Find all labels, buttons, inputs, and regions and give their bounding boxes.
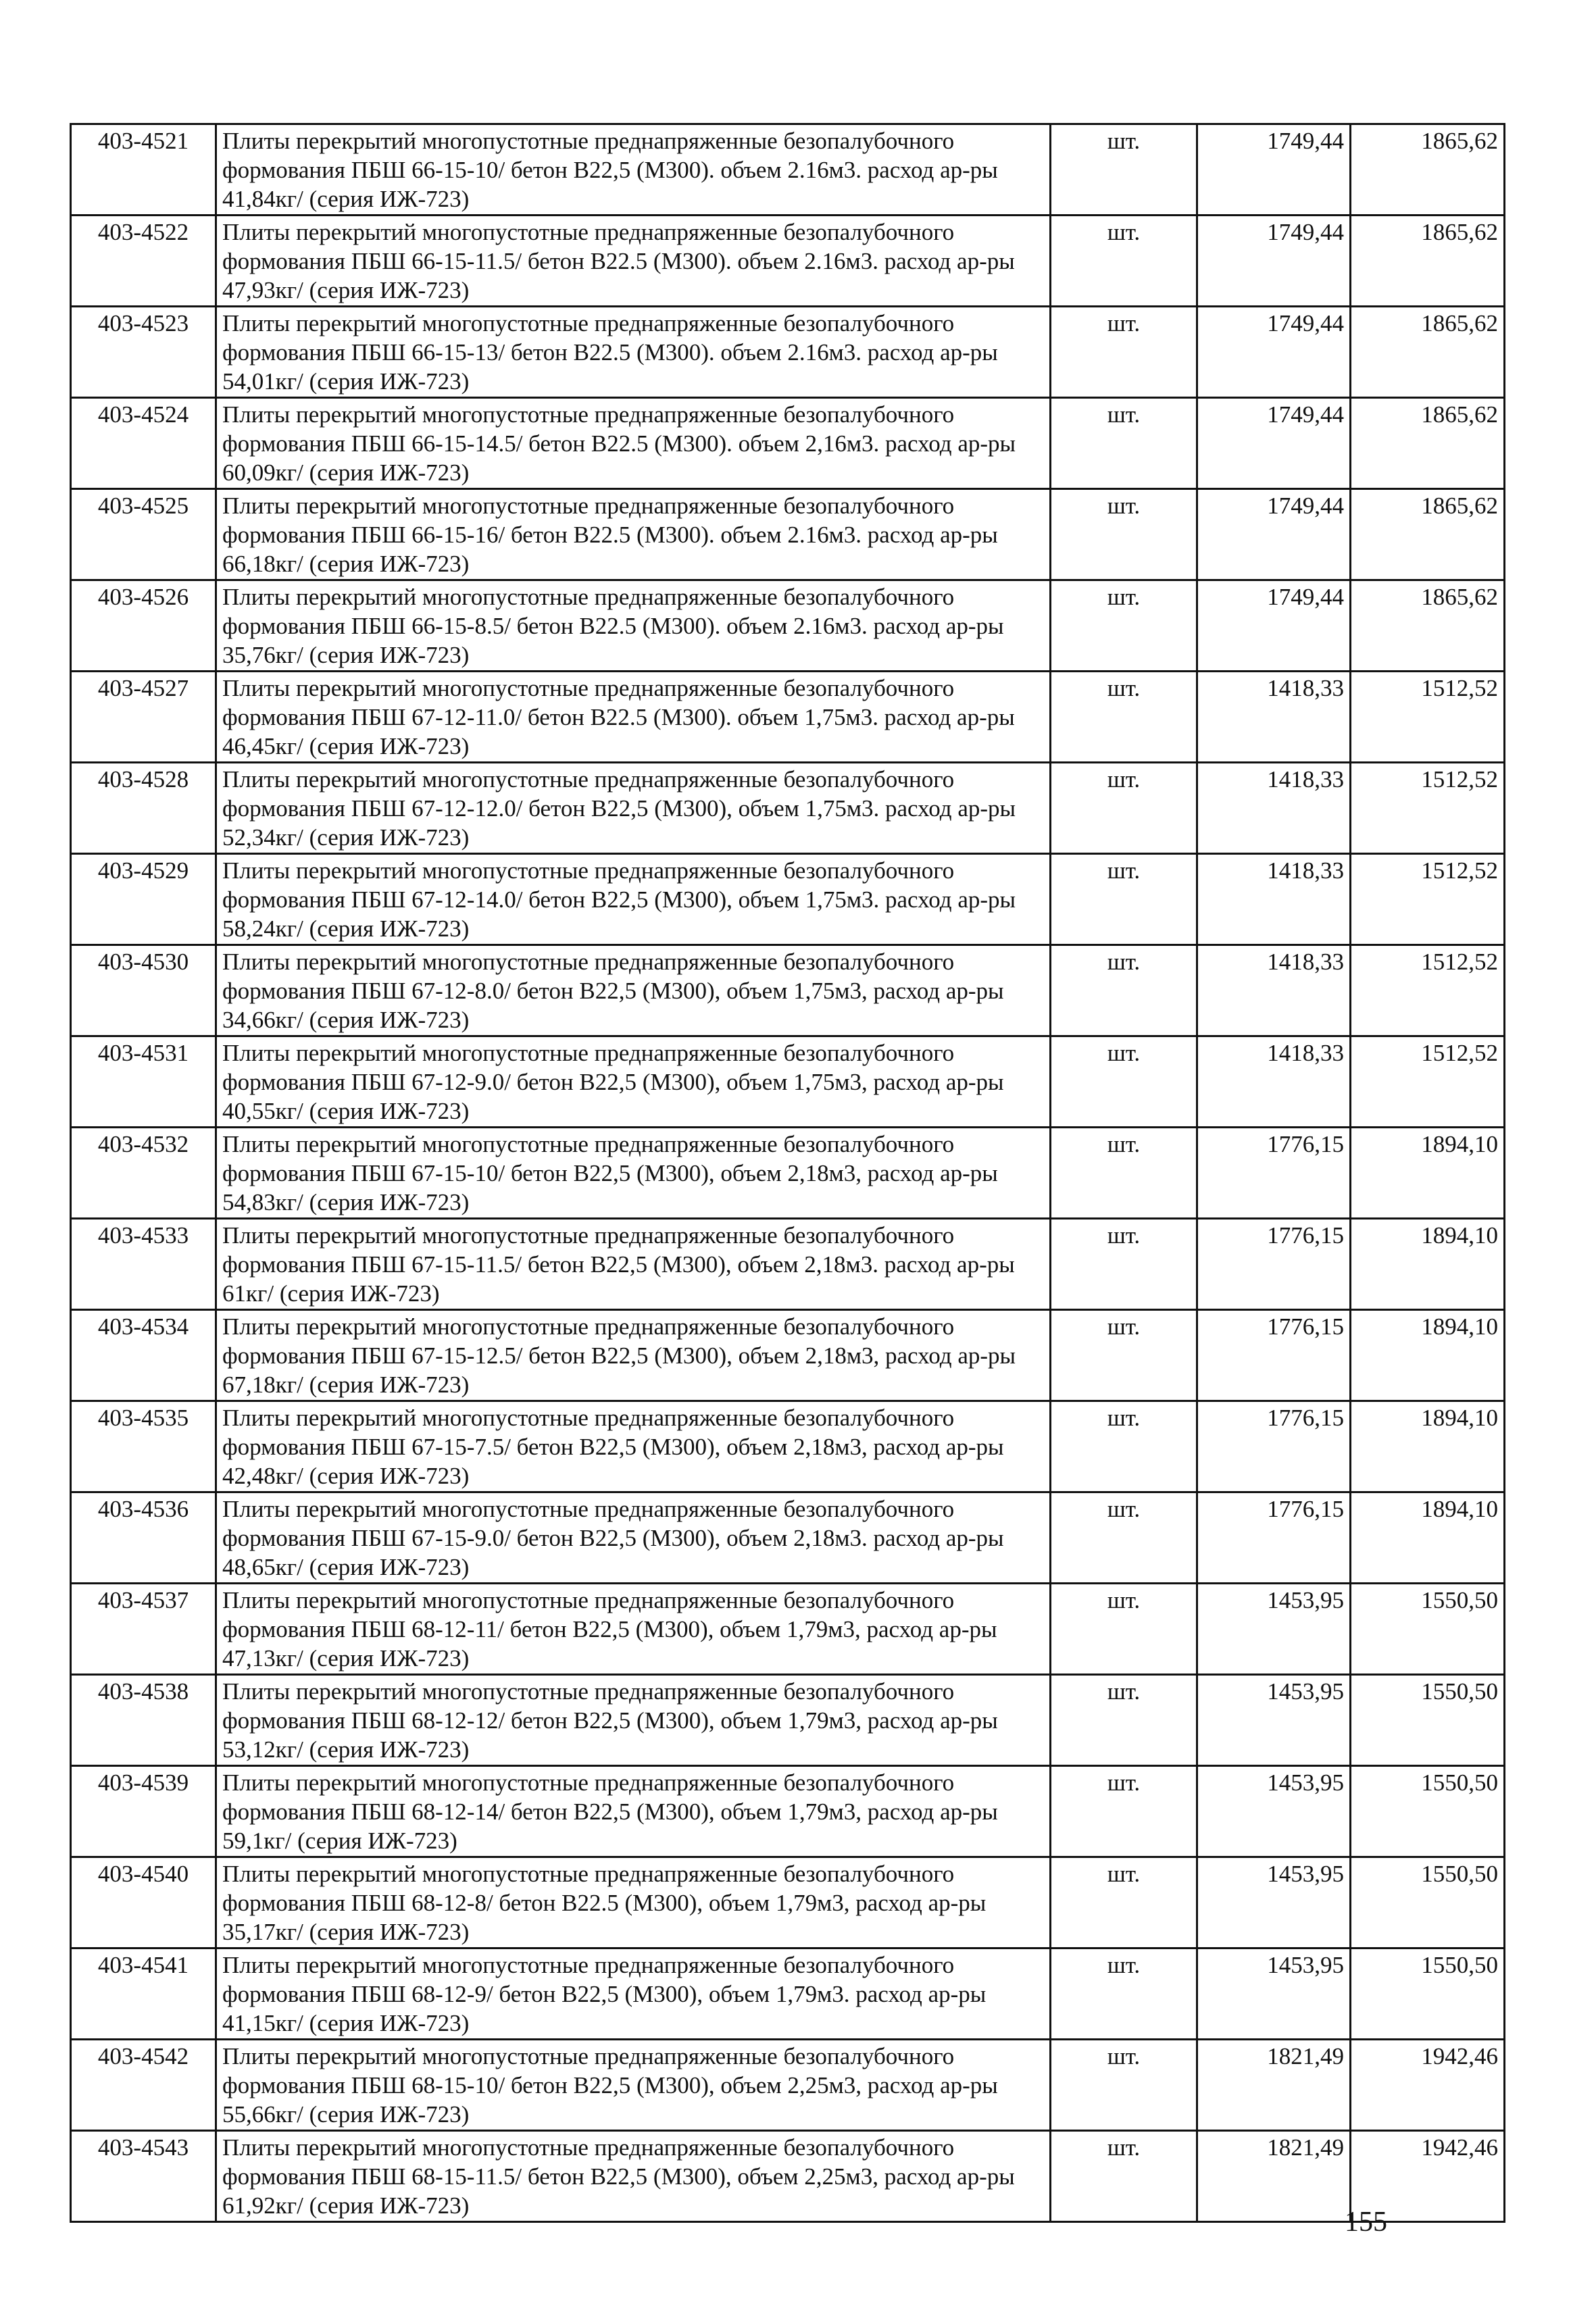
item-unit: шт.	[1051, 398, 1197, 489]
item-description: Плиты перекрытий многопустотные преднапряженные безопалубочного формования ПБШ 68-12-12/ бетон В22,5 (М300), объем 1,79м3, расход ар-ры 53,12кг/ (серия ИЖ-723)	[216, 1675, 1051, 1766]
item-description: Плиты перекрытий многопустотные преднапряженные безопалубочного формования ПБШ 66-15-11.5/ бетон В22.5 (М300). объем 2.16м3. расход ар-ры 47,93кг/ (серия ИЖ-723)	[216, 216, 1051, 307]
item-price-2: 1865,62	[1351, 307, 1505, 398]
item-price-2: 1550,50	[1351, 1857, 1505, 1948]
item-price-2: 1865,62	[1351, 398, 1505, 489]
item-description: Плиты перекрытий многопустотные преднапряженные безопалубочного формования ПБШ 66-15-8.5/ бетон В22.5 (М300). объем 2.16м3. расход ар-ры 35,76кг/ (серия ИЖ-723)	[216, 580, 1051, 672]
item-price-1: 1749,44	[1197, 489, 1351, 580]
item-price-2: 1894,10	[1351, 1310, 1505, 1401]
item-code: 403-4522	[71, 216, 216, 307]
item-description: Плиты перекрытий многопустотные преднапряженные безопалубочного формования ПБШ 67-12-11.0/ бетон В22.5 (М300). объем 1,75м3. расход ар-ры 46,45кг/ (серия ИЖ-723)	[216, 672, 1051, 763]
table-row	[71, 945, 1505, 1036]
item-unit: шт.	[1051, 854, 1197, 945]
item-price-2: 1512,52	[1351, 672, 1505, 763]
item-description: Плиты перекрытий многопустотные преднапряженные безопалубочного формования ПБШ 68-12-11/ бетон В22,5 (М300), объем 1,79м3, расход ар-ры 47,13кг/ (серия ИЖ-723)	[216, 1584, 1051, 1675]
item-price-1: 1453,95	[1197, 1857, 1351, 1948]
item-unit: шт.	[1051, 2040, 1197, 2131]
table-row	[71, 1857, 1505, 1948]
item-unit: шт.	[1051, 945, 1197, 1036]
item-code: 403-4535	[71, 1401, 216, 1492]
item-code: 403-4540	[71, 1857, 216, 1948]
item-price-1: 1453,95	[1197, 1948, 1351, 2040]
item-price-2: 1865,62	[1351, 580, 1505, 672]
item-code: 403-4543	[71, 2131, 216, 2222]
item-description: Плиты перекрытий многопустотные преднапряженные безопалубочного формования ПБШ 66-15-10/ бетон В22,5 (М300). объем 2.16м3. расход ар-ры 41,84кг/ (серия ИЖ-723)	[216, 124, 1051, 216]
item-unit: шт.	[1051, 2131, 1197, 2222]
item-description: Плиты перекрытий многопустотные преднапряженные безопалубочного формования ПБШ 67-12-8.0/ бетон В22,5 (М300), объем 1,75м3, расход ар-ры 34,66кг/ (серия ИЖ-723)	[216, 945, 1051, 1036]
item-price-1: 1749,44	[1197, 216, 1351, 307]
item-price-1: 1453,95	[1197, 1675, 1351, 1766]
item-price-1: 1418,33	[1197, 854, 1351, 945]
item-price-1: 1749,44	[1197, 124, 1351, 216]
table-row	[71, 2040, 1505, 2131]
item-description: Плиты перекрытий многопустотные преднапряженные безопалубочного формования ПБШ 67-15-11.5/ бетон В22,5 (М300), объем 2,18м3. расход ар-ры 61кг/ (серия ИЖ-723)	[216, 1219, 1051, 1310]
item-code: 403-4538	[71, 1675, 216, 1766]
table-row	[71, 1219, 1505, 1310]
item-code: 403-4526	[71, 580, 216, 672]
table-row	[71, 854, 1505, 945]
item-price-1: 1776,15	[1197, 1401, 1351, 1492]
item-price-2: 1894,10	[1351, 1219, 1505, 1310]
table-row	[71, 307, 1505, 398]
item-price-2: 1512,52	[1351, 854, 1505, 945]
item-description: Плиты перекрытий многопустотные преднапряженные безопалубочного формования ПБШ 66-15-16/ бетон В22.5 (М300). объем 2.16м3. расход ар-ры 66,18кг/ (серия ИЖ-723)	[216, 489, 1051, 580]
table-row	[71, 1948, 1505, 2040]
item-description: Плиты перекрытий многопустотные преднапряженные безопалубочного формования ПБШ 67-15-12.5/ бетон В22,5 (М300), объем 2,18м3, расход ар-ры 67,18кг/ (серия ИЖ-723)	[216, 1310, 1051, 1401]
item-unit: шт.	[1051, 1766, 1197, 1857]
item-unit: шт.	[1051, 1128, 1197, 1219]
item-price-2: 1512,52	[1351, 763, 1505, 854]
item-price-1: 1418,33	[1197, 672, 1351, 763]
price-table	[70, 123, 1505, 2223]
item-description: Плиты перекрытий многопустотные преднапряженные безопалубочного формования ПБШ 68-15-10/ бетон В22,5 (М300), объем 2,25м3, расход ар-ры 55,66кг/ (серия ИЖ-723)	[216, 2040, 1051, 2131]
table-row	[71, 489, 1505, 580]
item-unit: шт.	[1051, 1219, 1197, 1310]
item-description: Плиты перекрытий многопустотные преднапряженные безопалубочного формования ПБШ 67-12-12.0/ бетон В22,5 (М300), объем 1,75м3. расход ар-ры 52,34кг/ (серия ИЖ-723)	[216, 763, 1051, 854]
item-code: 403-4534	[71, 1310, 216, 1401]
item-unit: шт.	[1051, 1948, 1197, 2040]
table-row	[71, 1492, 1505, 1584]
item-code: 403-4533	[71, 1219, 216, 1310]
table-row	[71, 672, 1505, 763]
item-unit: шт.	[1051, 489, 1197, 580]
item-description: Плиты перекрытий многопустотные преднапряженные безопалубочного формования ПБШ 68-12-9/ бетон В22,5 (М300), объем 1,79м3. расход ар-ры 41,15кг/ (серия ИЖ-723)	[216, 1948, 1051, 2040]
item-unit: шт.	[1051, 124, 1197, 216]
item-price-1: 1749,44	[1197, 398, 1351, 489]
table-row	[71, 1584, 1505, 1675]
table-row	[71, 1128, 1505, 1219]
item-unit: шт.	[1051, 1036, 1197, 1128]
item-code: 403-4529	[71, 854, 216, 945]
item-description: Плиты перекрытий многопустотные преднапряженные безопалубочного формования ПБШ 68-12-14/ бетон В22,5 (М300), объем 1,79м3, расход ар-ры 59,1кг/ (серия ИЖ-723)	[216, 1766, 1051, 1857]
item-code: 403-4536	[71, 1492, 216, 1584]
item-description: Плиты перекрытий многопустотные преднапряженные безопалубочного формования ПБШ 67-15-7.5/ бетон В22,5 (М300), объем 2,18м3, расход ар-ры 42,48кг/ (серия ИЖ-723)	[216, 1401, 1051, 1492]
table-row	[71, 1675, 1505, 1766]
table-row	[71, 580, 1505, 672]
item-description: Плиты перекрытий многопустотные преднапряженные безопалубочного формования ПБШ 66-15-14.5/ бетон В22.5 (М300). объем 2,16м3. расход ар-ры 60,09кг/ (серия ИЖ-723)	[216, 398, 1051, 489]
item-price-1: 1749,44	[1197, 307, 1351, 398]
item-price-2: 1550,50	[1351, 1675, 1505, 1766]
item-price-2: 1512,52	[1351, 1036, 1505, 1128]
item-unit: шт.	[1051, 1584, 1197, 1675]
table-row	[71, 216, 1505, 307]
item-description: Плиты перекрытий многопустотные преднапряженные безопалубочного формования ПБШ 67-12-9.0/ бетон В22,5 (М300), объем 1,75м3, расход ар-ры 40,55кг/ (серия ИЖ-723)	[216, 1036, 1051, 1128]
item-code: 403-4539	[71, 1766, 216, 1857]
item-price-2: 1894,10	[1351, 1128, 1505, 1219]
item-code: 403-4525	[71, 489, 216, 580]
item-description: Плиты перекрытий многопустотные преднапряженные безопалубочного формования ПБШ 67-15-9.0/ бетон В22,5 (М300), объем 2,18м3. расход ар-ры 48,65кг/ (серия ИЖ-723)	[216, 1492, 1051, 1584]
table-row	[71, 2131, 1505, 2222]
item-price-1: 1418,33	[1197, 1036, 1351, 1128]
item-price-2: 1894,10	[1351, 1492, 1505, 1584]
item-price-2: 1550,50	[1351, 1584, 1505, 1675]
item-unit: шт.	[1051, 1401, 1197, 1492]
table-row	[71, 1766, 1505, 1857]
table-row	[71, 1401, 1505, 1492]
item-price-2: 1942,46	[1351, 2040, 1505, 2131]
table-row	[71, 763, 1505, 854]
item-unit: шт.	[1051, 1310, 1197, 1401]
item-code: 403-4524	[71, 398, 216, 489]
item-price-1: 1776,15	[1197, 1128, 1351, 1219]
item-code: 403-4537	[71, 1584, 216, 1675]
item-code: 403-4528	[71, 763, 216, 854]
item-unit: шт.	[1051, 1675, 1197, 1766]
page-number: 155	[1345, 2207, 1387, 2238]
item-price-2: 1865,62	[1351, 124, 1505, 216]
item-code: 403-4527	[71, 672, 216, 763]
item-price-1: 1749,44	[1197, 580, 1351, 672]
item-code: 403-4523	[71, 307, 216, 398]
table-row	[71, 124, 1505, 216]
item-unit: шт.	[1051, 1857, 1197, 1948]
item-price-2: 1865,62	[1351, 216, 1505, 307]
item-unit: шт.	[1051, 580, 1197, 672]
item-price-2: 1550,50	[1351, 1948, 1505, 2040]
item-code: 403-4541	[71, 1948, 216, 2040]
item-price-2: 1865,62	[1351, 489, 1505, 580]
table-row	[71, 398, 1505, 489]
table-row	[71, 1310, 1505, 1401]
item-code: 403-4542	[71, 2040, 216, 2131]
item-price-2: 1894,10	[1351, 1401, 1505, 1492]
item-unit: шт.	[1051, 216, 1197, 307]
item-description: Плиты перекрытий многопустотные преднапряженные безопалубочного формования ПБШ 68-12-8/ бетон В22.5 (М300), объем 1,79м3, расход ар-ры 35,17кг/ (серия ИЖ-723)	[216, 1857, 1051, 1948]
item-price-2: 1550,50	[1351, 1766, 1505, 1857]
item-code: 403-4532	[71, 1128, 216, 1219]
table-body	[71, 124, 1505, 2222]
item-description: Плиты перекрытий многопустотные преднапряженные безопалубочного формования ПБШ 66-15-13/ бетон В22.5 (М300). объем 2.16м3. расход ар-ры 54,01кг/ (серия ИЖ-723)	[216, 307, 1051, 398]
item-unit: шт.	[1051, 1492, 1197, 1584]
item-unit: шт.	[1051, 672, 1197, 763]
item-description: Плиты перекрытий многопустотные преднапряженные безопалубочного формования ПБШ 67-12-14.0/ бетон В22,5 (М300), объем 1,75м3. расход ар-ры 58,24кг/ (серия ИЖ-723)	[216, 854, 1051, 945]
item-code: 403-4521	[71, 124, 216, 216]
item-unit: шт.	[1051, 763, 1197, 854]
item-price-1: 1776,15	[1197, 1310, 1351, 1401]
item-description: Плиты перекрытий многопустотные преднапряженные безопалубочного формования ПБШ 67-15-10/ бетон В22,5 (М300), объем 2,18м3, расход ар-ры 54,83кг/ (серия ИЖ-723)	[216, 1128, 1051, 1219]
item-price-1: 1453,95	[1197, 1766, 1351, 1857]
table-row	[71, 1036, 1505, 1128]
item-description: Плиты перекрытий многопустотные преднапряженные безопалубочного формования ПБШ 68-15-11.5/ бетон В22,5 (М300), объем 2,25м3, расход ар-ры 61,92кг/ (серия ИЖ-723)	[216, 2131, 1051, 2222]
item-price-1: 1776,15	[1197, 1492, 1351, 1584]
item-price-1: 1821,49	[1197, 2131, 1351, 2222]
item-code: 403-4531	[71, 1036, 216, 1128]
item-code: 403-4530	[71, 945, 216, 1036]
item-price-2: 1942,46	[1351, 2131, 1505, 2222]
item-price-1: 1821,49	[1197, 2040, 1351, 2131]
item-price-2: 1512,52	[1351, 945, 1505, 1036]
item-price-1: 1453,95	[1197, 1584, 1351, 1675]
item-price-1: 1418,33	[1197, 945, 1351, 1036]
item-price-1: 1776,15	[1197, 1219, 1351, 1310]
item-price-1: 1418,33	[1197, 763, 1351, 854]
item-unit: шт.	[1051, 307, 1197, 398]
